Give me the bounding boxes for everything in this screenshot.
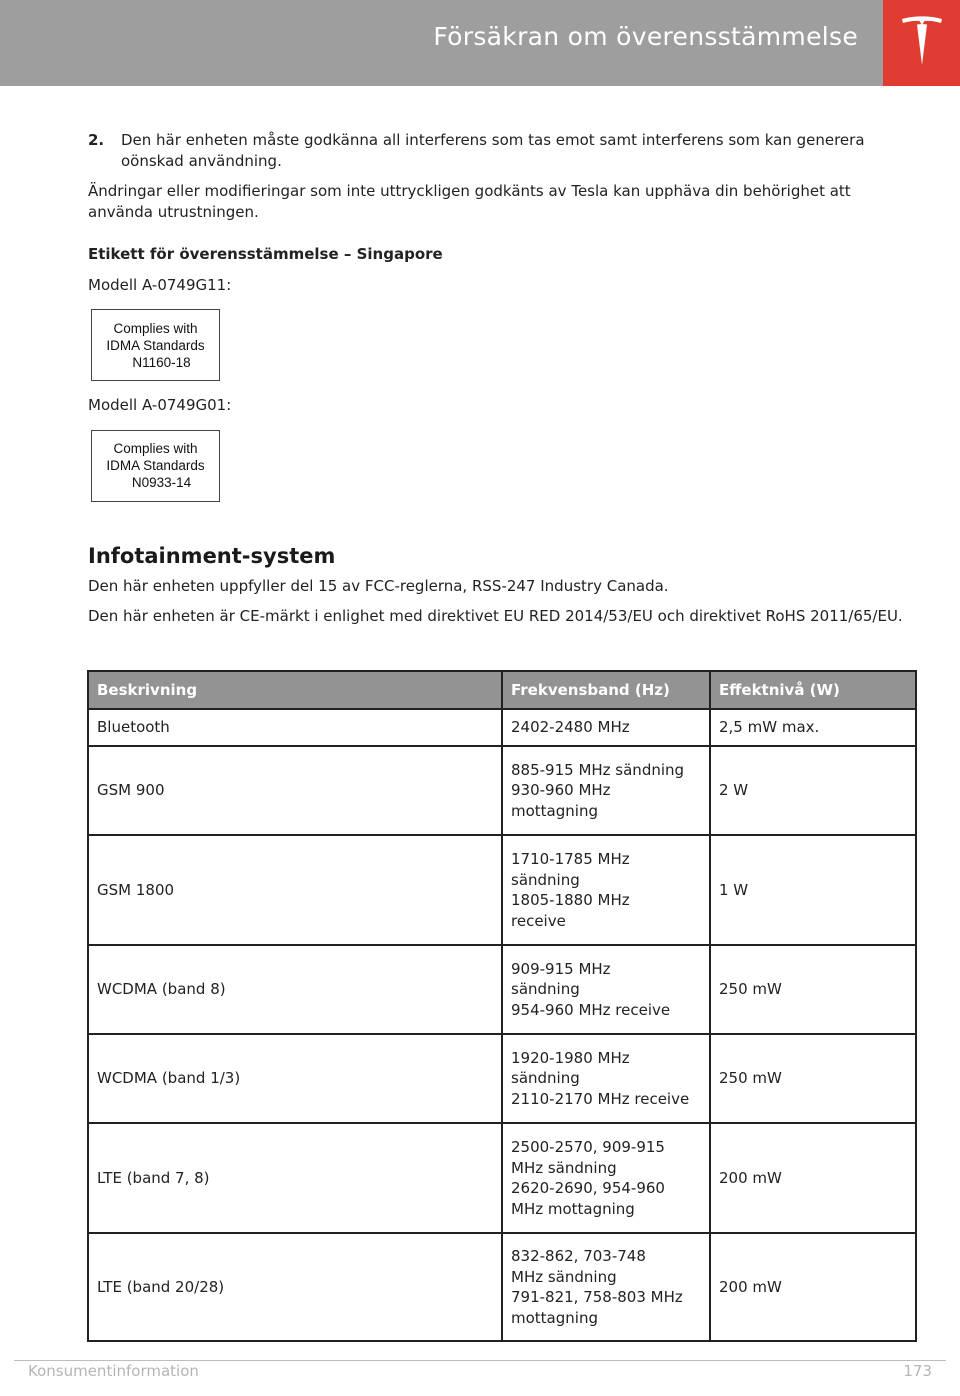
row-frequency	[502, 835, 710, 945]
freq-line: 2500-2570, 909-915	[511, 1138, 665, 1156]
page-title: Försäkran om överensstämmelse	[433, 22, 858, 51]
table-row	[88, 1233, 916, 1341]
model-1-label: Modell A-0749G11:	[88, 275, 232, 294]
row-power: 200 mW	[710, 1233, 916, 1341]
freq-line: 885-915 MHz sändning	[511, 760, 685, 779]
row-description: LTE (band 7, 8)	[88, 1123, 502, 1233]
row-power: 200 mW	[710, 1123, 916, 1233]
label-1-line-1: Complies with	[113, 320, 198, 336]
label-2-line-1: Complies with	[113, 441, 198, 456]
table-row	[88, 945, 916, 1034]
freq-line: 1805-1880 MHz	[511, 891, 630, 909]
modification-paragraph: Ändringar eller modifieringar som inte uttryckligen godkänts av Tesla kan upphäva din behörighet att använda utrustningen.	[88, 182, 851, 221]
row-frequency	[502, 709, 710, 746]
row-frequency	[502, 746, 710, 835]
row-frequency	[502, 1233, 710, 1341]
tesla-logo-icon	[900, 15, 944, 67]
compliance-label-1	[91, 309, 220, 381]
freq-line: 909-915 MHz	[511, 959, 611, 978]
label-2-line-2: IDMA Standards	[106, 458, 205, 473]
model-2-label: Modell A-0749G01:	[88, 396, 232, 414]
table-row	[88, 709, 916, 746]
table-row	[88, 746, 916, 835]
row-power: 250 mW	[710, 1034, 916, 1123]
freq-line: 1710-1785 MHz	[511, 850, 630, 868]
row-power: 250 mW	[710, 945, 916, 1034]
header-frequency: Frekvensband (Hz)	[502, 671, 710, 709]
row-description: WCDMA (band 1/3)	[88, 1034, 502, 1123]
freq-line: MHz mottagning	[511, 1199, 635, 1218]
numbered-item	[88, 130, 918, 171]
freq-line: 2620-2690, 954-960	[511, 1179, 665, 1197]
label-1-line-2: IDMA Standards	[106, 337, 205, 353]
row-frequency	[502, 1123, 710, 1233]
freq-line: 791-821, 758-803 MHz	[511, 1288, 683, 1306]
table-header-row	[88, 671, 916, 709]
freq-line: MHz sändning	[511, 1267, 617, 1286]
fcc-paragraph: Den här enheten uppfyller del 15 av FCC-reglerna, RSS-247 Industry Canada.	[88, 576, 669, 595]
freq-line: 954-960 MHz receive	[511, 1000, 671, 1019]
item-number: 2.	[88, 131, 105, 149]
ce-paragraph: Den här enheten är CE-märkt i enlighet med direktivet EU RED 2014/53/EU och direktivet RoHS 2011/65/EU.	[88, 607, 903, 625]
row-power: 2 W	[710, 746, 916, 835]
row-frequency	[502, 1034, 710, 1123]
page-content	[88, 130, 918, 627]
row-power: 2,5 mW max.	[710, 709, 916, 746]
freq-line: sändning	[511, 870, 580, 889]
freq-line: 930-960 MHz	[511, 781, 611, 800]
row-description: Bluetooth	[88, 709, 502, 746]
singapore-subheading: Etikett för överensstämmelse – Singapore	[88, 245, 443, 263]
footer-divider	[14, 1360, 946, 1361]
compliance-label-2	[91, 430, 220, 502]
table-row	[88, 835, 916, 945]
freq-line: MHz sändning	[511, 1158, 617, 1177]
table-row	[88, 1034, 916, 1123]
header-description: Beskrivning	[88, 671, 502, 709]
row-description: LTE (band 20/28)	[88, 1233, 502, 1341]
footer-page-number: 173	[903, 1362, 932, 1380]
row-description: GSM 900	[88, 746, 502, 835]
freq-line: mottagning	[511, 801, 598, 820]
infotainment-section-title: Infotainment-system	[88, 543, 336, 568]
table-row	[88, 1123, 916, 1233]
row-power: 1 W	[710, 835, 916, 945]
row-description: GSM 1800	[88, 835, 502, 945]
footer-section-name: Konsumentinformation	[28, 1362, 199, 1380]
item-text: Den här enheten måste godkänna all interferens som tas emot samt interferens som kan generera oönskad användning.	[121, 131, 865, 170]
freq-line: 1920-1980 MHz	[511, 1048, 630, 1067]
label-2-line-3: N0933-14	[131, 475, 192, 490]
row-frequency	[502, 945, 710, 1034]
freq-line: sändning	[511, 980, 580, 999]
freq-line: 2110-2170 MHz receive	[511, 1089, 690, 1108]
freq-line: 2402-2480 MHz	[511, 718, 630, 737]
header-power: Effektnivå (W)	[710, 671, 916, 709]
label-1-line-3: N1160-18	[132, 354, 191, 370]
header-bar	[0, 0, 883, 86]
freq-line: mottagning	[511, 1308, 598, 1327]
row-description: WCDMA (band 8)	[88, 945, 502, 1034]
logo-box	[883, 0, 960, 86]
freq-line: 832-862, 703-748	[511, 1247, 646, 1265]
freq-line: receive	[511, 911, 566, 930]
frequency-table	[87, 670, 917, 1342]
freq-line: sändning	[511, 1069, 580, 1088]
